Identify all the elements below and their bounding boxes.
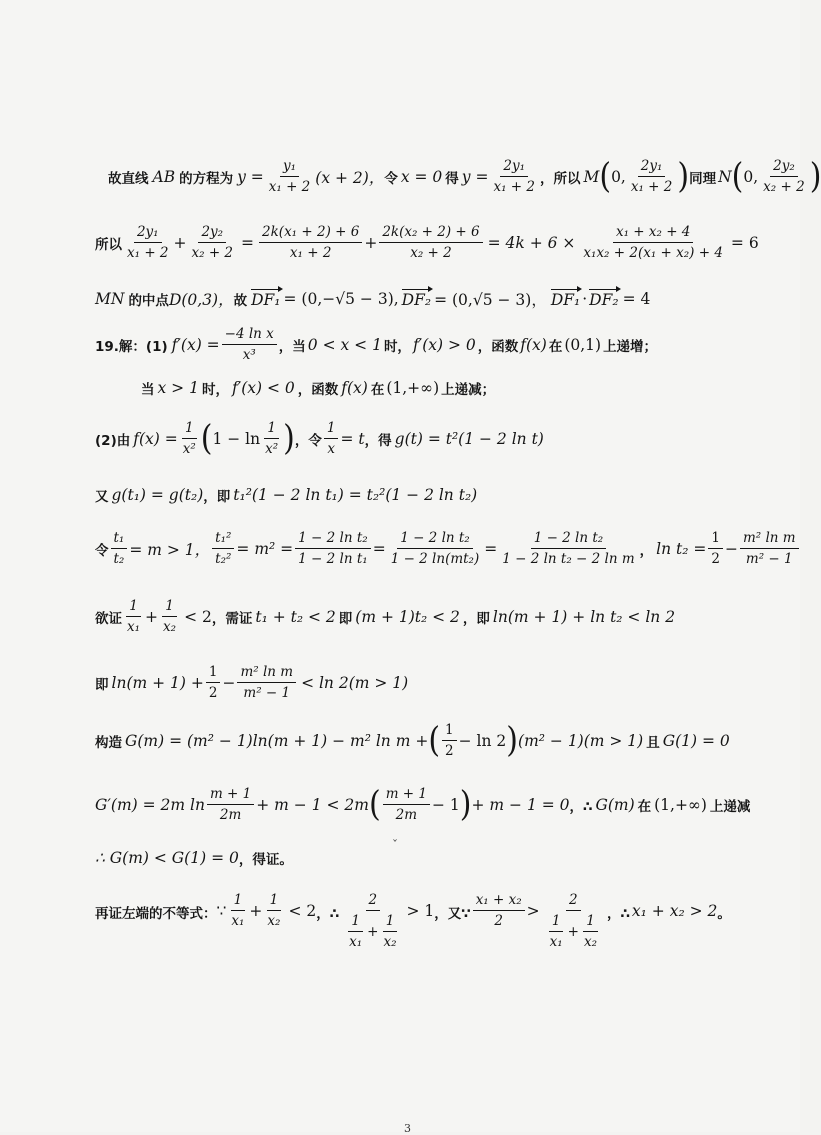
math: g(t₁) = g(t₂) [111, 486, 204, 504]
math: ∴ G(m) < G(1) = 0 [95, 849, 239, 867]
math: G′(m) = 2m ln [95, 795, 205, 814]
math: − [222, 673, 236, 692]
math: y = [237, 167, 264, 186]
math: t₁²(1 − 2 ln t₁) = t₂²(1 − 2 ln t₂) [233, 486, 478, 504]
math: − [724, 539, 738, 558]
math: f′(x) = [171, 335, 220, 354]
text: ，∴ [607, 906, 630, 922]
compound-fraction: 2 $\frac{1}{\text{x₁}}$ + $\frac{1}{\text{x₂}}$ [349, 892, 397, 950]
math: f(x) = [133, 429, 178, 448]
math: (0,1) [564, 335, 602, 354]
fraction: $\frac{1}{\text{x₂}}$ [163, 598, 177, 635]
fraction: $\frac{m + 1}{2m}$ [383, 786, 430, 823]
text: 上递减 [709, 798, 751, 815]
fraction: $\frac{1}{2}$ [442, 722, 457, 759]
text: ，需证 [211, 610, 253, 627]
math: g(t) = t²(1 − 2 ln t) [394, 429, 544, 448]
line-1: 故直线 AB 的方程为 y = $\frac{\text{y₁}}{\text{x₁ + 2}}$ (x + 2)， 令 x = 0 得 y = $\frac{\text{2y₁}}{\text{x₁ + 2}}$ ，所以 M ( 0, $\frac{\text{2y₁}}{\text{x₁ + 2}}$ ) 同理 N ( 0, $\frac{\text{2y₂}}{\text{x₂ + 2}}$ ) [108, 155, 821, 197]
fraction: $\frac{\text{2y₂}}{\text{x₂ + 2}}$ [191, 224, 234, 261]
math: < ln 2(m > 1) [301, 673, 409, 692]
fraction: $\frac{\text{m² ln m}}{\text{m² − 1}}$ [237, 664, 296, 701]
line-4 [95, 326, 800, 363]
text: 故直线 [108, 170, 149, 187]
text: 时， [201, 382, 229, 398]
text: ，令 [294, 432, 322, 449]
fraction: $\frac{\text{2k(x₁ + 2) + 6}}{\text{x₁ + 2}}$ [259, 224, 362, 261]
line-8 [95, 530, 800, 567]
math: (1,+∞) [386, 379, 440, 397]
math: ∵ [216, 902, 227, 920]
fraction: $\frac{1}{\text{x²}}$ [182, 420, 196, 457]
math: x = 0 [400, 167, 443, 186]
fraction: $\frac{\text{y₁}}{\text{x₁ + 2}}$ [268, 158, 311, 195]
math: = 4k + 6 × [487, 233, 576, 252]
text: ，∴ [569, 798, 593, 815]
fraction: $\frac{\text{t₁}}{\text{t₂}}$ [111, 530, 128, 567]
math: + [145, 607, 159, 626]
text: 在 [637, 798, 652, 815]
math: f′(x) < 0 [231, 379, 295, 397]
text: ，函数 [297, 382, 339, 398]
fraction: $\frac{\text{1 − 2 ln t₂}}{\text{1 − 2 ln(mt₂)}}$ [390, 530, 480, 567]
text: 即 [95, 676, 109, 693]
text: 令 [95, 542, 109, 559]
math: + [173, 233, 187, 252]
math: = m > 1， [129, 540, 211, 559]
math: ln(m + 1) + ln t₂ < ln 2 [492, 607, 676, 626]
text: ，得 [364, 432, 392, 449]
math: + m − 1 < 2m [256, 795, 369, 814]
math: 0, [611, 167, 626, 186]
text: 且 [646, 734, 660, 751]
math: AB [152, 167, 176, 186]
text: 令 [384, 170, 398, 187]
math: · [582, 290, 588, 308]
vector: DF₂ [401, 291, 432, 309]
math: f(x) [341, 379, 368, 397]
math: (x + 2)， [315, 168, 385, 187]
text: ，又∵ [434, 906, 471, 922]
math: = m² = [236, 539, 294, 558]
fraction: $\frac{1}{\text{x₁}}$ [231, 892, 245, 929]
math: (m² − 1)(m > 1) [518, 731, 644, 750]
math: ln(m + 1) + [111, 673, 204, 692]
text: (2)由 [95, 432, 131, 449]
math: x₁ + x₂ > 2 [631, 902, 718, 920]
line-13 [95, 848, 800, 868]
fraction: $\frac{1}{2}$ [708, 530, 723, 567]
text: 的方程为 [179, 170, 234, 187]
math: = [241, 233, 255, 252]
text: ，得证。 [238, 852, 293, 868]
math: + [249, 902, 263, 920]
text: 当 [141, 382, 155, 398]
math: G(1) = 0 [662, 731, 730, 750]
text: 在 [548, 338, 563, 355]
text: 同理 [689, 170, 717, 187]
math: G(m) = (m² − 1)ln(m + 1) − m² ln m + [125, 731, 429, 750]
line-9 [95, 598, 800, 635]
math: = (0,√5 − 3)， [434, 291, 547, 309]
math: y = [461, 167, 489, 186]
text: 构造 [95, 734, 122, 751]
math: f′(x) > 0 [412, 335, 476, 354]
fraction: $\frac{1}{\text{x²}}$ [265, 420, 279, 457]
line-10 [95, 664, 800, 701]
math: M [583, 167, 600, 186]
math: (1,+∞) [654, 795, 707, 814]
math: > 1 [406, 902, 435, 920]
line-5 [141, 378, 800, 398]
vector: DF₂ [589, 291, 619, 309]
text: 得 [445, 170, 459, 187]
fraction: $\frac{1}{x}$ [324, 420, 339, 457]
fraction: $\frac{1}{\text{x₂}}$ [267, 892, 281, 929]
text: ，所以 [539, 170, 581, 187]
fraction: $\frac{\text{1 − 2 ln t₂}}{\text{1 − 2 ln t₂ − 2 ln m}}$ [502, 530, 635, 567]
math: < 2 [288, 902, 317, 920]
fraction: $\frac{1}{\text{x₁}}$ [127, 598, 141, 635]
text: 即 [338, 610, 353, 627]
fraction: $\frac{\text{2y₁}}{\text{x₁ + 2}}$ [493, 158, 535, 195]
text: ，即 [203, 489, 231, 505]
line-6: (2)由 f(x) = $\frac{1}{\text{x²}}$ ( 1 − ln $\frac{1}{\text{x²}}$ ) ，令 $\frac{1}{x}$ = t ，得 g(t) = t²(1 − 2 ln t) [95, 417, 544, 459]
math: N [718, 167, 732, 186]
fraction: $\frac{m + 1}{2m}$ [207, 786, 254, 823]
math: x > 1 [157, 379, 199, 397]
line-2 [95, 224, 800, 261]
text: ，∴ [316, 906, 340, 922]
math: < 2 [184, 607, 212, 626]
math: G(m) [595, 795, 635, 814]
text: ，当 [278, 338, 306, 355]
text: 故 [233, 293, 248, 309]
text: 所以 [95, 236, 122, 253]
math: (m + 1)t₂ < 2 [355, 607, 460, 626]
text: 的中点 [128, 293, 169, 309]
page-number: 3 [404, 1122, 411, 1135]
text: 。 [717, 906, 731, 922]
math: + m − 1 = 0 [471, 795, 570, 814]
math: = 4 [622, 290, 651, 308]
fraction: $\frac{\text{2y₂}}{\text{x₂ + 2}}$ [763, 158, 805, 195]
vector: DF₁ [550, 291, 581, 309]
math: 0, [743, 167, 759, 186]
math: ln t₂ = [656, 539, 707, 558]
fraction: $\frac{\text{2y₁}}{\text{x₁ + 2}}$ [127, 224, 169, 261]
line-7 [95, 485, 800, 505]
math: = [484, 539, 498, 558]
text: 上递减； [441, 382, 496, 398]
line-12: G′(m) = 2m ln $\frac{m + 1}{2m}$ + m − 1 < 2m ( $\frac{m + 1}{2m}$ − 1 ) + m − 1 = 0 ，∴ G(m) 在 (1,+∞) 上递减 [95, 783, 751, 825]
math: = [372, 539, 386, 558]
line-3 [95, 288, 800, 310]
text: 时， [383, 338, 411, 355]
text: 上递增； [603, 338, 658, 355]
fraction: $\frac{\text{x₁ + x₂}}{2}$ [473, 892, 525, 929]
fraction: $\frac{\text{x₁ + x₂ + 4}}{\text{x₁x₂ + 2(x₁ + x₂) + 4}}$ [583, 224, 723, 261]
fraction: $\frac{\text{m² ln m}}{\text{m² − 1}}$ [740, 530, 799, 567]
fraction: $\frac{1}{2}$ [206, 664, 221, 701]
math: D(0,3)， [168, 291, 234, 309]
text: 欲证 [95, 610, 122, 627]
text: ，函数 [477, 338, 519, 355]
math: t₁ + t₂ < 2 [255, 607, 336, 626]
fraction: $\frac{\text{−4 ln x}}{\text{x³}}$ [222, 326, 277, 363]
text: 再证左端的不等式： [95, 906, 217, 922]
math: + [364, 233, 378, 252]
math: 0 < x < 1 [307, 335, 382, 354]
line-14 [95, 892, 800, 950]
text: ，即 [462, 610, 490, 627]
math: − ln 2 [458, 731, 507, 750]
vector: DF₁ [251, 291, 281, 309]
math: = 6 [730, 233, 759, 252]
math: > [526, 902, 540, 920]
fraction: $\frac{\text{2y₁}}{\text{x₁ + 2}}$ [630, 158, 673, 195]
math: MN [95, 290, 125, 308]
compound-fraction: 2 $\frac{1}{\text{x₁}}$ + $\frac{1}{\text{x₂}}$ [549, 892, 598, 950]
math: f(x) [520, 335, 547, 354]
math: = (0,−√5 − 3), [283, 290, 399, 308]
math: = t [340, 429, 365, 448]
fraction: $\frac{\text{1 − 2 ln t₂}}{\text{1 − 2 ln t₁}}$ [295, 530, 371, 567]
text: 在 [370, 382, 385, 398]
text: 又 [95, 489, 109, 505]
math: − 1 [432, 795, 460, 814]
text: 19.解：(1) [95, 338, 168, 355]
text: ， [639, 542, 654, 559]
fraction: $\frac{\text{t₁²}}{\text{t₂²}}$ [212, 530, 234, 567]
math: 1 − ln [212, 429, 261, 448]
scan-speck: ˇ [392, 838, 398, 852]
fraction: $\frac{\text{2k(x₂ + 2) + 6}}{\text{x₂ + 2}}$ [379, 224, 482, 261]
line-11: 构造 G(m) = (m² − 1)ln(m + 1) − m² ln m + ( $\frac{1}{2}$ − ln 2 ) (m² − 1)(m > 1) 且 G(1) = 0 [95, 719, 730, 761]
